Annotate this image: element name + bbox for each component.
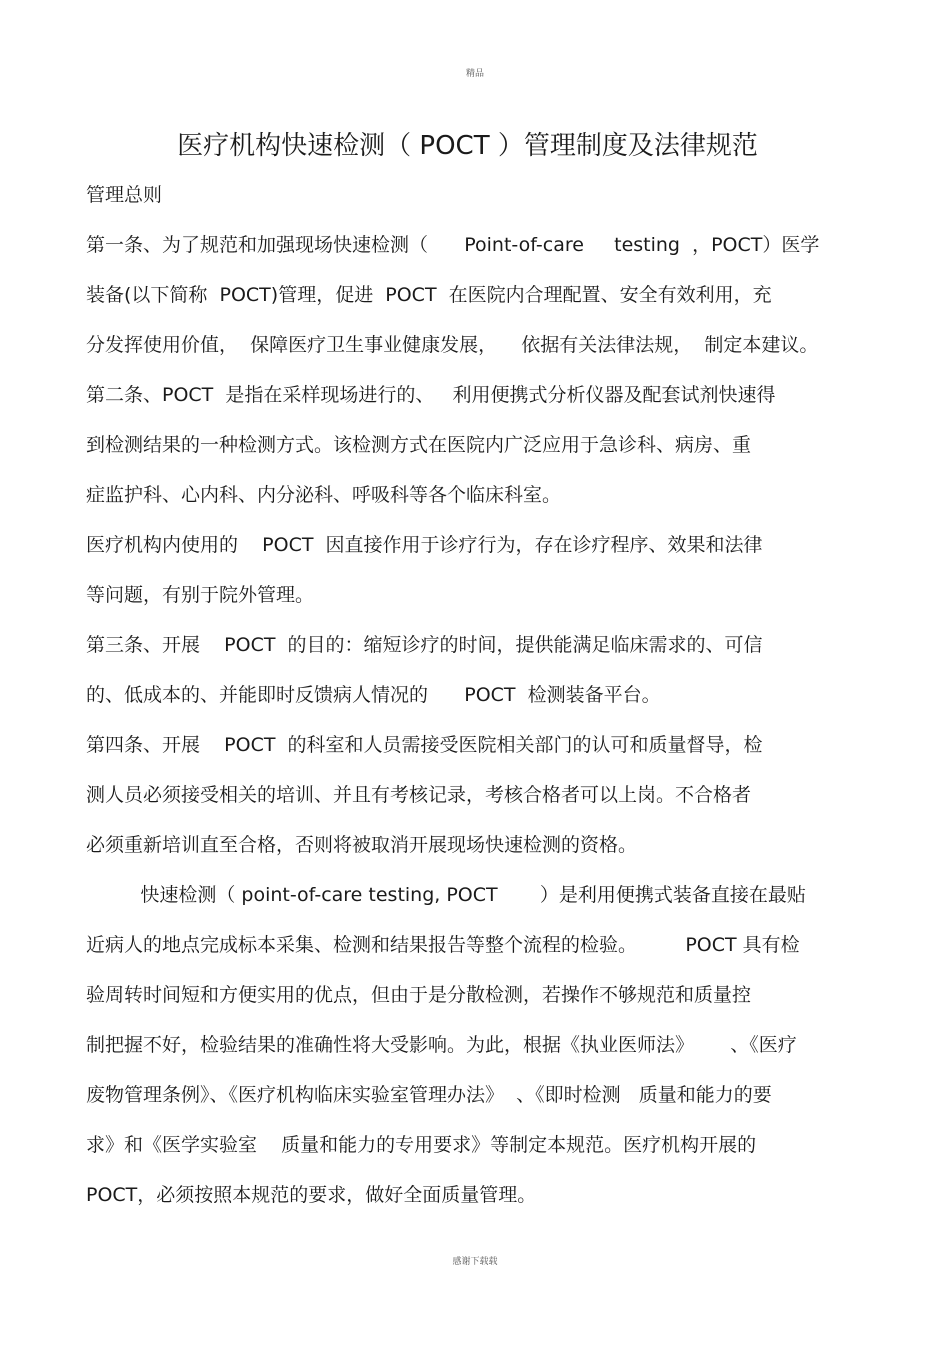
header-mark: 精品 xyxy=(465,69,484,79)
document-title: 医疗机构快速检测（ POCT ）管理制度及法律规范 xyxy=(177,131,758,161)
text-line: 近病人的地点完成标本采集、检测和结果报告等整个流程的检验。 POCT 具有检 xyxy=(86,934,800,956)
text-line: 分发挥使用价值， 保障医疗卫生事业健康发展， 依据有关法律法规， 制定本建议。 xyxy=(86,334,819,356)
text-line: 求》和《医学实验室 质量和能力的专用要求》等制定本规范。医疗机构开展的 xyxy=(86,1134,757,1156)
text-line: 症监护科、心内科、内分泌科、呼吸科等各个临床科室。 xyxy=(86,484,562,506)
text-line: 必须重新培训直至合格，否则将被取消开展现场快速检测的资格。 xyxy=(86,834,638,856)
text-line: 到检测结果的一种检测方式。该检测方式在医院内广泛应用于急诊科、病房、重 xyxy=(86,434,752,456)
body-text xyxy=(86,229,876,1229)
text-line: 第一条、为了规范和加强现场快速检测（ Point-of-care testing ，POCT）医学 xyxy=(86,234,820,256)
text-line: 第二条、POCT 是指在采样现场进行的、 利用便携式分析仪器及配套试剂快速得 xyxy=(86,384,776,406)
text-line: 第三条、开展 POCT 的目的：缩短诊疗的时间，提供能满足临床需求的、可信 xyxy=(86,634,763,656)
text-line: 第四条、开展 POCT 的科室和人员需接受医院相关部门的认可和质量督导，检 xyxy=(86,734,763,756)
text-line: 装备(以下简称 POCT)管理，促进 POCT 在医院内合理配置、安全有效利用，充 xyxy=(86,284,772,306)
text-line: 快速检测（ point-of-care testing, POCT ）是利用便携式装备直接在最贴 xyxy=(86,884,806,906)
text-line: 测人员必须接受相关的培训、并且有考核记录，考核合格者可以上岗。不合格者 xyxy=(86,784,752,806)
text-line: 制把握不好，检验结果的准确性将大受影响。为此，根据《执业医师法》 、《医疗 xyxy=(86,1034,797,1056)
text-line: POCT，必须按照本规范的要求，做好全面质量管理。 xyxy=(86,1184,537,1206)
section-heading: 管理总则 xyxy=(86,184,163,206)
text-line: 验周转时间短和方便实用的优点，但由于是分散检测，若操作不够规范和质量控 xyxy=(86,984,752,1006)
text-line: 医疗机构内使用的 POCT 因直接作用于诊疗行为，存在诊疗程序、效果和法律 xyxy=(86,534,763,556)
text-line: 废物管理条例》、《医疗机构临床实验室管理办法》 、《即时检测 质量和能力的要 xyxy=(86,1084,772,1106)
footer-mark: 感谢下载载 xyxy=(452,1257,498,1267)
text-line: 的、低成本的、并能即时反馈病人情况的 POCT 检测装备平台。 xyxy=(86,684,661,706)
text-line: 等问题，有别于院外管理。 xyxy=(86,584,315,606)
